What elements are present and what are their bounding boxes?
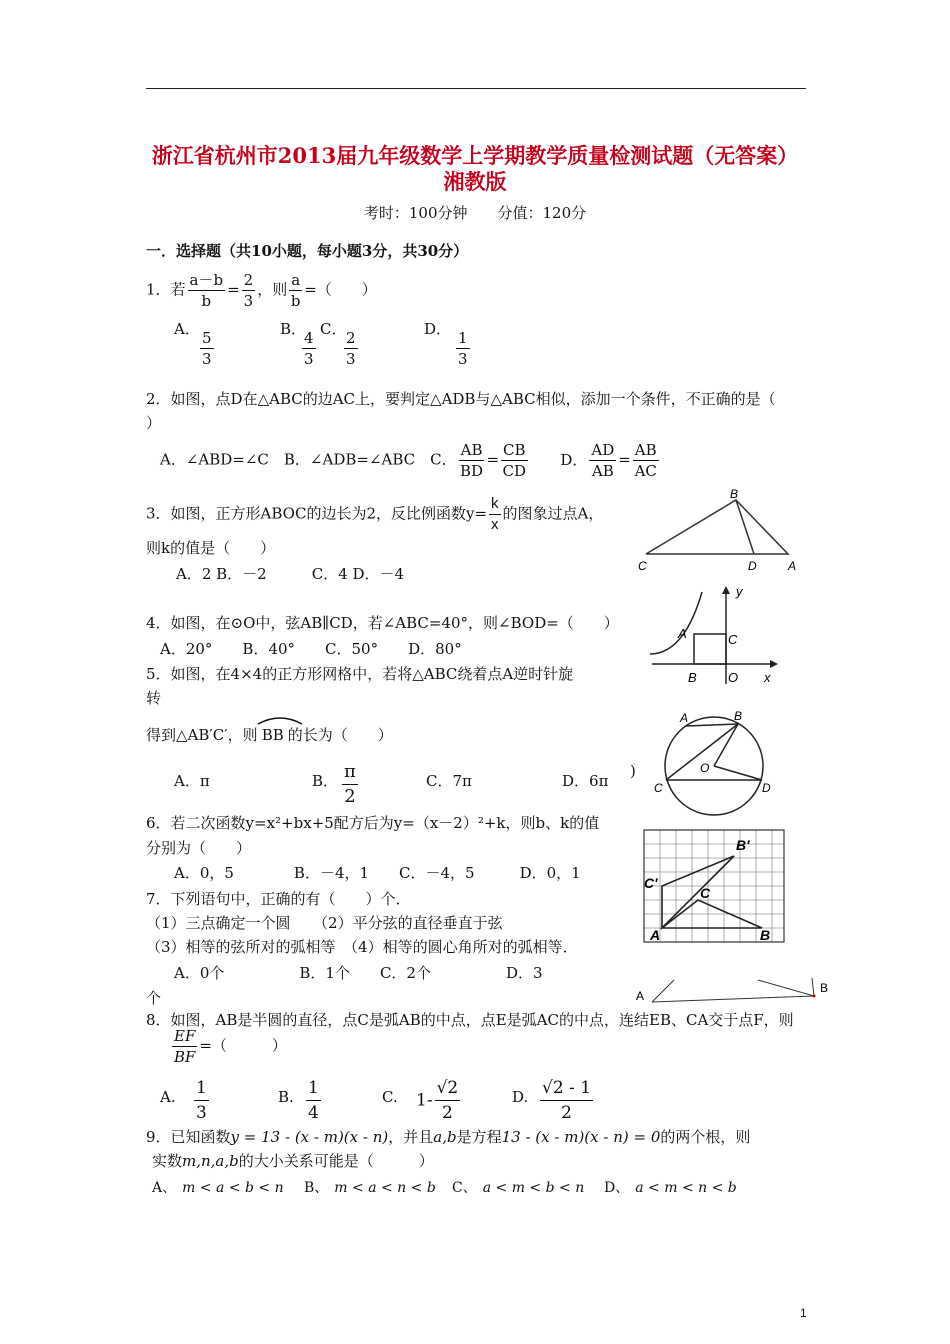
q4-options: A．20° B．40° C．50° D．80°	[160, 640, 462, 658]
q8-option-b-frac: $\frac{1}{4}$	[308, 1078, 319, 1123]
q1-option-a-frac: $\frac{5}{3}$	[202, 329, 212, 368]
question-1: 1．若 $\frac{a-b}{b}$ = $\frac{2}{3}$ ，则 $\frac{a}{b}$ =（ ）	[146, 271, 377, 310]
q7-statement-2: （3）相等的弦所对的弧相等 （4）相等的圆心角所对的弧相等．	[146, 938, 578, 956]
q7-statement-1: （1）三点确定一个圆 （2）平分弦的直径垂直于弦	[146, 914, 503, 932]
label-b-prime: B′	[736, 837, 750, 853]
label-o: O	[700, 761, 710, 775]
label-c: C	[638, 559, 647, 573]
x-arrow-icon	[770, 660, 778, 668]
q5-option-b-frac: $\frac{\pi}{2}$	[344, 761, 356, 807]
question-3: 3．如图，正方形ABOC的边长为2，反比例函数y= $\frac{k}{x}$ 的图象过点A，	[146, 495, 604, 533]
diameter-ab	[652, 996, 814, 1002]
label-d: D	[762, 781, 771, 795]
q5-stem-cont: 转	[146, 689, 162, 707]
q9-option-c: C、 a < m < b < n	[452, 1180, 585, 1196]
q1-option-c-frac: $\frac{2}{3}$	[346, 329, 356, 368]
question-7: 7．下列语句中，正确的有（ ）个．	[146, 890, 411, 908]
q3-options: A．2 B．－2 C．4 D．－4	[176, 565, 405, 583]
point-b	[813, 995, 816, 998]
q5-option-c: C．7π	[426, 772, 472, 790]
q9-option-a: A、 m < a < b < n	[152, 1180, 284, 1196]
q8-option-c: C.	[382, 1088, 398, 1106]
q8-ratio: $\frac{EF}{BF}$ =（ ）	[173, 1027, 287, 1066]
label-x: x	[764, 670, 771, 685]
page-title: 浙江省杭州市2013届九年级数学上学期教学质量检测试题（无答案）	[151, 143, 799, 168]
label-d: D	[748, 559, 757, 573]
figure-grid	[638, 826, 790, 952]
q1-frac3: $\frac{a}{b}$	[290, 271, 301, 310]
arc-symbol	[256, 714, 304, 726]
q2-options: A．∠ABD=∠C B．∠ADB=∠ABC C． $\frac{AB}{BD}$ = $\frac{CB}{CD}$ D． $\frac{AD}{AB}$ = $\frac{AB}{AC}$	[160, 441, 657, 480]
segment-bd	[736, 500, 754, 554]
segment-right	[758, 980, 814, 996]
q9-option-b: B、 m < a < n < b	[304, 1180, 436, 1196]
label-o: O	[728, 670, 739, 685]
chord-ab	[686, 724, 738, 726]
label-b: B	[730, 487, 739, 501]
q5-option-b: B．	[312, 772, 339, 790]
q1-option-b: B．	[280, 320, 307, 338]
label-b: B	[688, 670, 697, 685]
label-a: A	[650, 927, 661, 943]
q3-line2: 则k的值是（ ）	[146, 539, 276, 557]
q6-stem-cont: 分别为（ ）	[146, 839, 252, 857]
label-b: B	[734, 709, 743, 723]
exam-meta: 考时：100分钟 分值：120分	[363, 204, 587, 222]
q6-options: A．0，5 B．－4，1 C．－4，5 D．0，1	[174, 864, 581, 882]
q8-option-b: B.	[278, 1088, 294, 1106]
q1-option-c: C．	[320, 320, 347, 338]
question-4: 4．如图，在⊙O中，弦AB∥CD，若∠ABC=40°，则∠BOD=（ ）	[146, 614, 619, 632]
triangle-abprime-cprime	[662, 856, 734, 928]
top-rule	[146, 88, 806, 89]
q7-options: A．0个 B．1个 C．2个 D．3	[174, 964, 543, 982]
question-8: 8．如图，AB是半圆的直径，点C是弧AB的中点，点E是弧AC的中点，连结EB、CA交于点F，则	[146, 1011, 794, 1029]
question-2: 2．如图，点D在△ABC的边AC上，要判定△ADB与△ABC相似，添加一个条件，不正确的是（	[146, 390, 776, 408]
label-b: B	[760, 927, 771, 943]
section-heading: 一．选择题（共10小题，每小题3分，共30分）	[146, 242, 469, 260]
label-c-prime: C′	[644, 875, 658, 891]
segment-od	[714, 766, 762, 780]
question-5: 5．如图，在4×4的正方形网格中，若将△ABC绕着点A逆时针旋	[146, 665, 574, 683]
label-a: A	[678, 626, 687, 641]
label-b: B	[820, 981, 829, 995]
q1-frac1: $\frac{a-b}{b}$	[189, 271, 224, 310]
q5-arc: BB	[258, 716, 288, 744]
q5-option-a: A．π	[174, 772, 210, 790]
q8-option-a-frac: $\frac{1}{3}$	[196, 1078, 207, 1123]
q5-line3: 得到△AB′C′，则 BB 的长为（ ）	[146, 716, 393, 745]
q2-stem-end: ）	[146, 414, 162, 432]
page-number: 1	[800, 1306, 807, 1320]
q1-frac2: $\frac{2}{3}$	[243, 271, 254, 310]
q8-option-d: D.	[512, 1088, 529, 1106]
figure-semicircle	[632, 974, 836, 1006]
label-y: y	[736, 584, 743, 599]
question-9: 9．已知函数y = 13 - (x - m)(x - n)，并且a,b是方程13 - (x - m)(x - n) = 0的两个根，则	[146, 1128, 751, 1146]
square-aboc	[694, 634, 726, 664]
q1-option-b-frac: $\frac{4}{3}$	[304, 329, 314, 368]
q1-option-a: A．	[174, 320, 200, 338]
label-c: C	[728, 632, 738, 647]
label-a: A	[680, 711, 689, 725]
label-c: C	[654, 781, 663, 795]
q9-line2: 实数m,n,a,b的大小关系可能是（ ）	[152, 1152, 434, 1170]
figure-triangle	[632, 486, 802, 576]
q1-option-d-frac: $\frac{1}{3}$	[458, 329, 468, 368]
q9-option-d: D、 a < m < n < b	[604, 1180, 737, 1196]
page-subtitle: 湘教版	[443, 169, 507, 194]
segment-bo	[714, 724, 738, 766]
q7-options-tail: 个	[146, 989, 162, 1007]
q5-option-d: D．6π	[562, 772, 609, 790]
segment-b	[812, 978, 814, 996]
q8-option-c-expr: 1- $\frac{√2}{2}$	[416, 1078, 459, 1123]
label-a: A	[788, 559, 797, 573]
stray-paren: )	[630, 762, 636, 780]
figure-axes	[644, 582, 784, 688]
segment-left	[652, 980, 674, 1002]
label-a: A	[636, 989, 645, 1003]
triangle-abc	[646, 500, 788, 554]
q8-option-a: A.	[160, 1088, 176, 1106]
q8-option-d-frac: $\frac{√2 - 1}{2}$	[542, 1078, 592, 1123]
y-arrow-icon	[722, 586, 730, 594]
label-c: C	[700, 885, 711, 901]
q1-stem: 1．若	[146, 280, 186, 299]
question-6: 6．若二次函数y=x²+bx+5配方后为y=（x－2）²+k，则b、k的值	[146, 814, 600, 832]
figure-circle	[650, 708, 780, 820]
q1-option-d: D．	[424, 320, 452, 338]
